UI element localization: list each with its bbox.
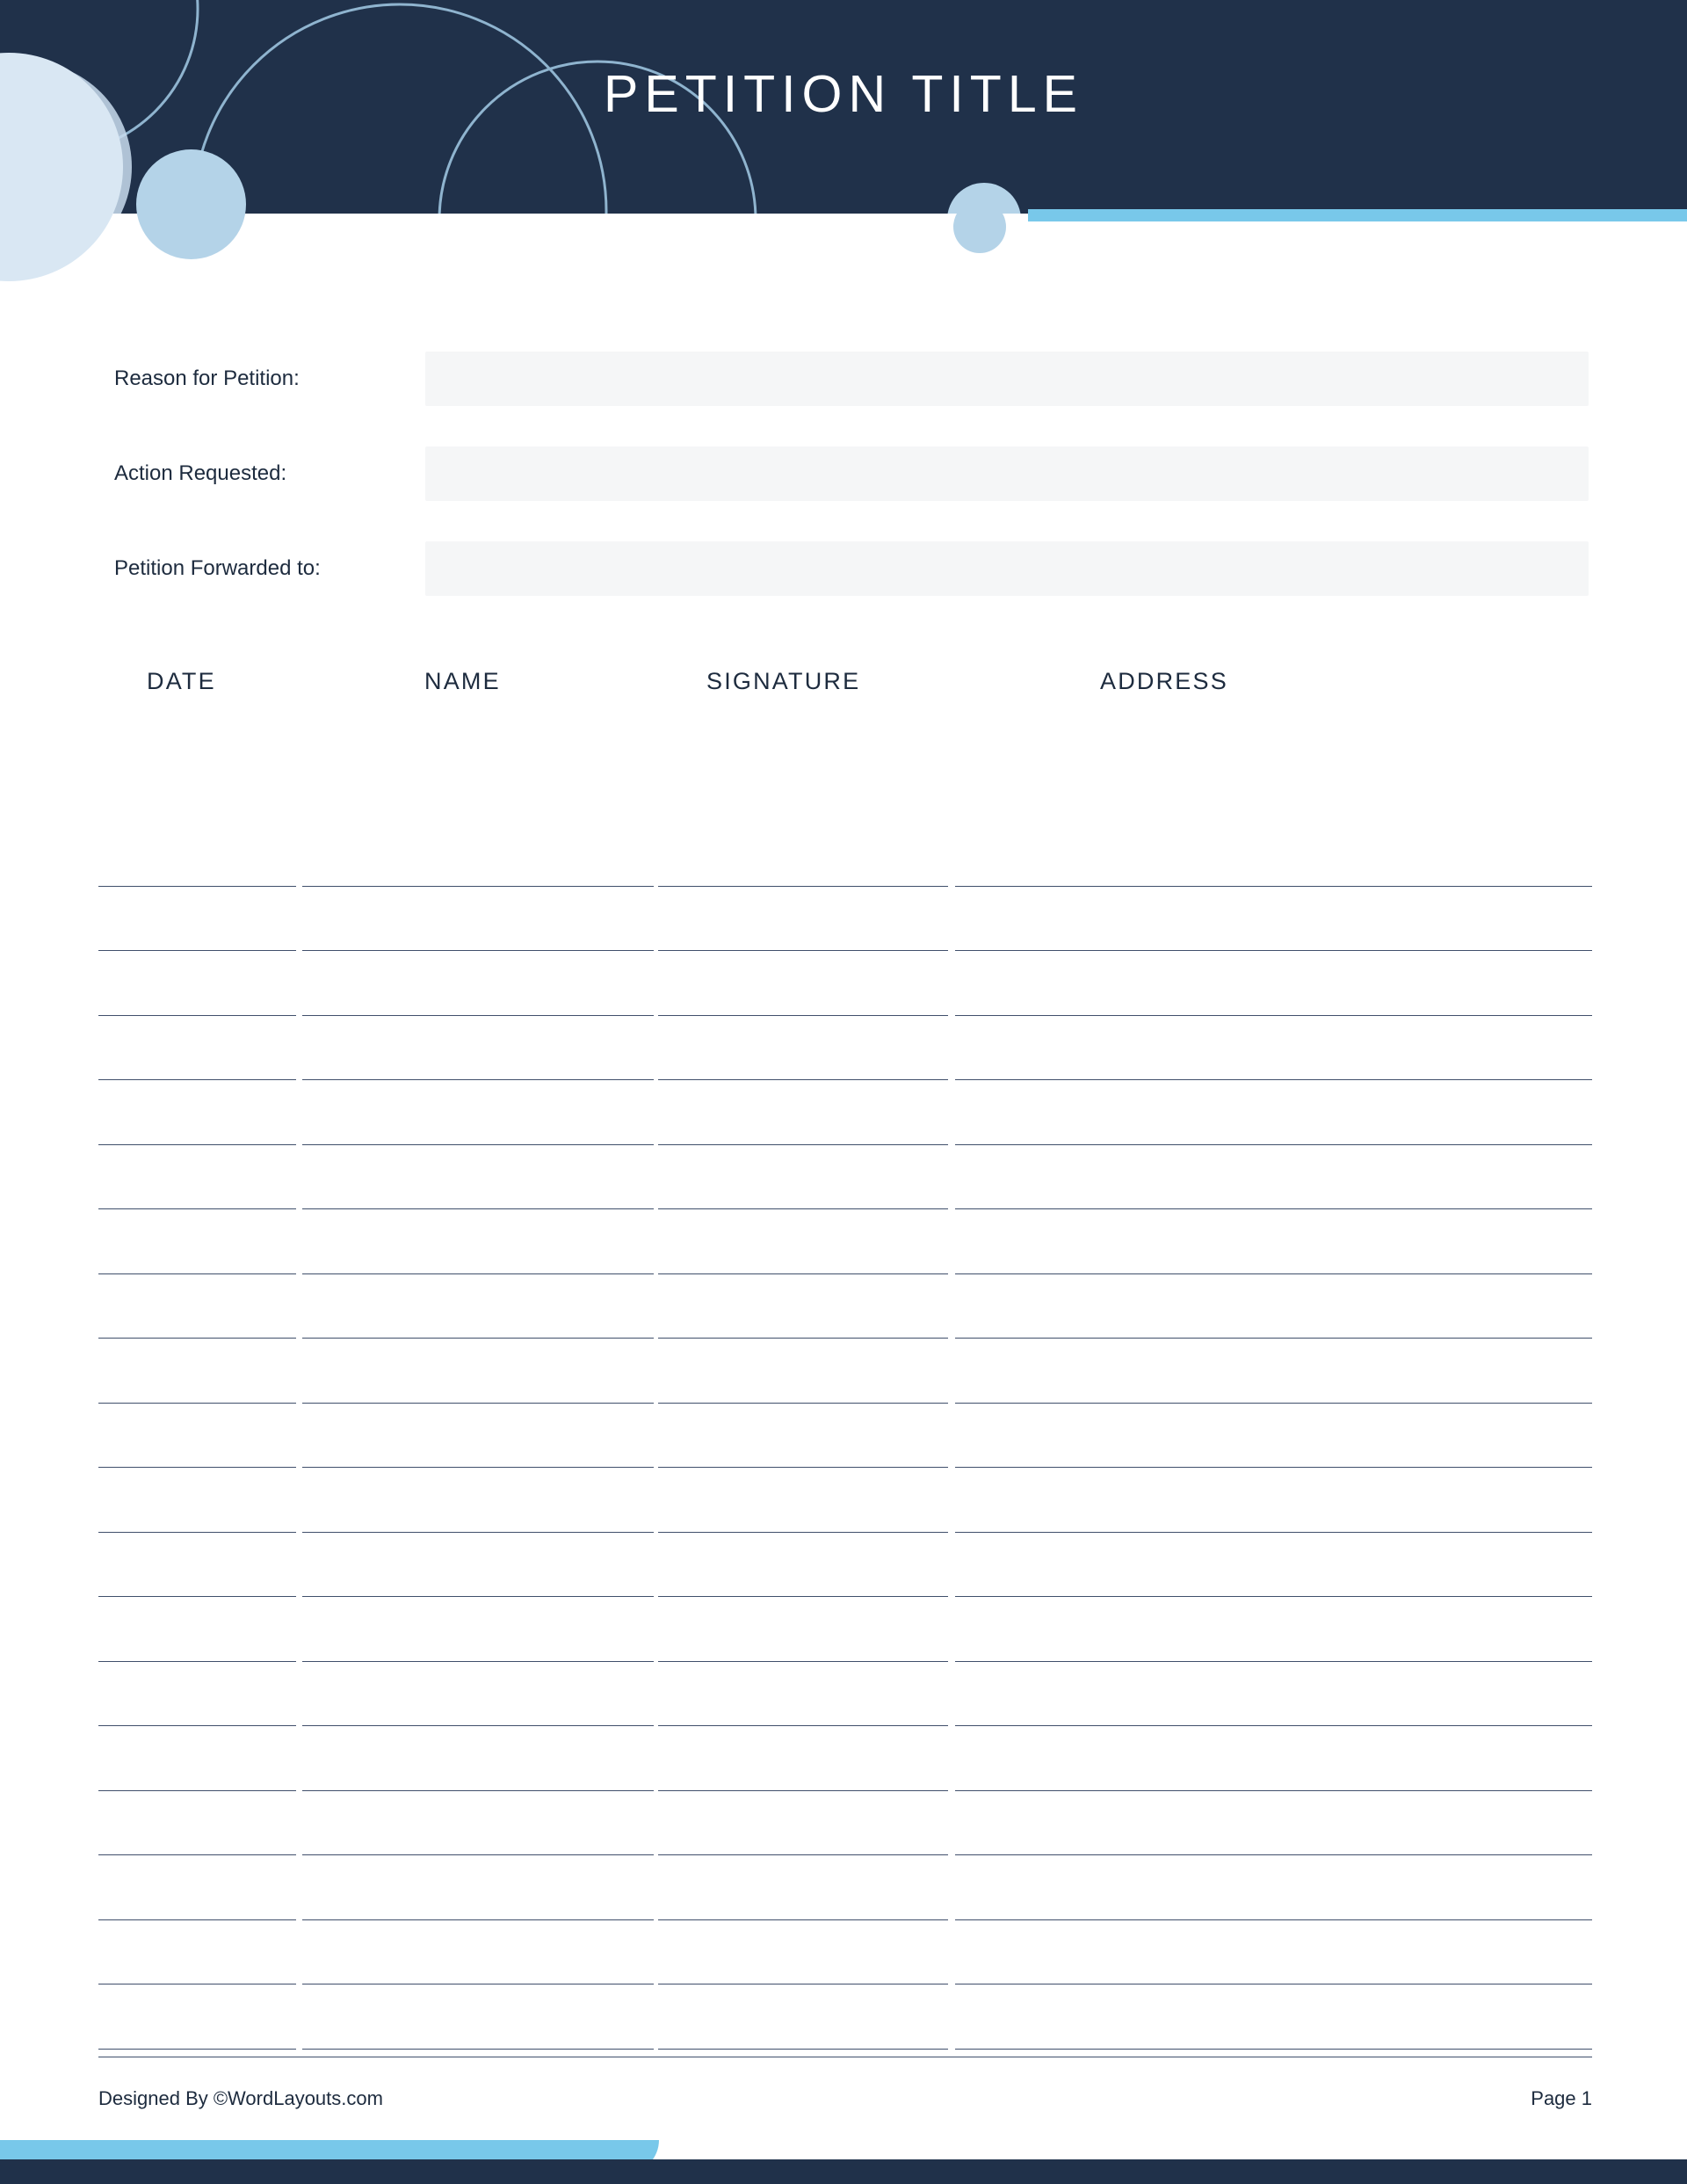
table-row[interactable] [98, 951, 1592, 1016]
signature-table [98, 668, 1592, 729]
column-header-address: ADDRESS [1100, 668, 1228, 694]
form-row-reason [0, 352, 1687, 413]
table-row[interactable] [98, 822, 1592, 887]
table-row[interactable] [98, 1984, 1592, 2050]
forwarded-input[interactable] [425, 541, 1589, 596]
table-header-row [98, 668, 1592, 729]
footer-credit: Designed By ©WordLayouts.com [98, 2087, 383, 2109]
table-row[interactable] [98, 1404, 1592, 1469]
table-row[interactable] [98, 1662, 1592, 1727]
table-row[interactable] [98, 1339, 1592, 1404]
table-row[interactable] [98, 1145, 1592, 1210]
signature-line-address[interactable] [955, 2049, 1592, 2050]
reason-label: Reason for Petition: [114, 366, 300, 390]
page-title: PETITION TITLE [603, 65, 1084, 123]
column-header-date: DATE [147, 668, 216, 694]
table-row[interactable] [98, 887, 1592, 952]
footer-page-number: Page 1 [1531, 2087, 1592, 2109]
table-row[interactable] [98, 1209, 1592, 1274]
table-row[interactable] [98, 1080, 1592, 1145]
footer-band [0, 2159, 1687, 2184]
action-label: Action Requested: [114, 461, 287, 485]
forwarded-label: Petition Forwarded to: [114, 556, 321, 580]
table-row[interactable] [98, 1855, 1592, 1920]
table-row[interactable] [98, 1597, 1592, 1662]
table-row[interactable] [98, 1274, 1592, 1339]
signature-line-date[interactable] [98, 2049, 296, 2050]
form-row-forwarded [0, 541, 1687, 603]
table-row[interactable] [98, 1726, 1592, 1791]
table-row[interactable] [98, 1016, 1592, 1081]
header-banner [0, 0, 1687, 214]
signature-line-name[interactable] [302, 2049, 654, 2050]
petition-details-form [0, 352, 1687, 636]
header-accent-bar [1028, 209, 1687, 221]
table-row[interactable] [98, 1920, 1592, 1985]
table-row[interactable] [98, 1468, 1592, 1533]
signature-line-signature[interactable] [658, 2049, 948, 2050]
column-header-signature: SIGNATURE [706, 668, 861, 694]
table-body [98, 822, 1592, 2050]
action-input[interactable] [425, 446, 1589, 501]
form-row-action [0, 446, 1687, 508]
table-row[interactable] [98, 1791, 1592, 1856]
table-row[interactable] [98, 1533, 1592, 1598]
reason-input[interactable] [425, 352, 1589, 406]
column-header-name: NAME [424, 668, 501, 694]
